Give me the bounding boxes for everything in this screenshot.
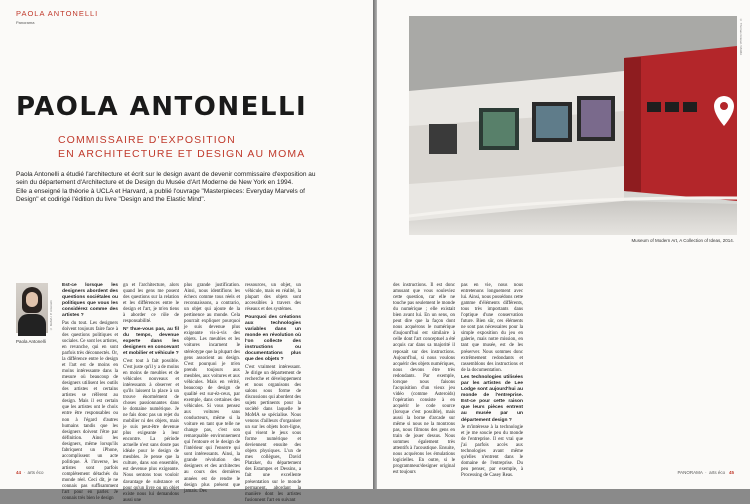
intro-paragraph-1: Paola Antonelli a étudié l'architecture et écrit sur le design avant de devenir commissaire d'exposition au sein du département d'Architecture et de Design du Musée d'Art Moderne de New York en 1994.	[16, 171, 316, 187]
text-column-6	[461, 283, 523, 479]
subtitle-line-1: COMMISSAIRE D'EXPOSITION	[58, 134, 236, 146]
text-column-5	[393, 283, 455, 476]
question: N° thue-vous pas, au fil du temps, devenue experte dans les designers en concevant et mobilier et véhicule ?	[123, 326, 179, 357]
question: Est-ce lorsque les designers abordent des questions sociétales ou politiques que vous les considérez comme des artistes ?	[62, 283, 118, 319]
left-page	[0, 0, 373, 503]
question: Les technologies utilisées par les artistes de Lee Lodge sont aujourd'hui au monde de l'entreprise. Est-ce pour cette raison que leurs pièces entrent au musée par un département design ?	[461, 375, 523, 423]
intro-text	[16, 171, 316, 204]
left-footer: 44 · arts éco	[16, 470, 44, 475]
question: Pourquoi des créations aux technologies variables dans un monde en révolution où l'on collecte des instructions ou documentations plus que des objets ?	[245, 314, 301, 363]
answer: plus grande justification. Ainsi, nous identifions les échecs comme tous réels et reconnaissons, a contrario, un objet qui ajoute de la pertinence au monde. Cela pourrait expliquer pourquoi je suis devenue plus exigeante vis-à-vis des objets. Les meubles et les voitures incarnent le stéréotype que la plupart des gens associent au design. C'est pourquoi je m'en prends toujours aux meubles, aux voitures et aux véhicules. Mais en vérité, beaucoup de design de qualité est sur-éz-ceux, par exemple, dans certaines des véhicules. Si vous pensez aux voitures sans conducteurs, même si la voiture en tant que telle ne change pas, c'est son remarquable environnement qui l'entoure et le design de l'intérieur qui l'enserre qui sont intéressants. Ainsi, la grande révolution des designers et des architectes au cours des dernières années est de rendre le design plus présent que jamais. Des	[184, 283, 240, 494]
section-subheader: Panorama	[16, 20, 35, 25]
page-number: 44	[16, 470, 22, 475]
text-column-2	[123, 283, 179, 503]
answer: Je m'intéresse à la technologie et je me soucie peu du monde de l'entreprise. Il est vrai que j'ai parfois accès aux technologies avant même qu'elles n'entrent dans le domaine de l'entreprise. Du peu penser, par exemple, à Processing de Casey Reas.	[461, 425, 523, 479]
text-column-3	[184, 283, 240, 494]
portrait-credit: © MoMA / P. Antonelli	[49, 300, 53, 331]
section-header: PAOLA ANTONELLI	[16, 9, 99, 18]
answer: ressources, un objet, un véhicule, mais en réalité, la plupart des objets sont accessibles à travers des réseaux et des systèmes.	[245, 283, 301, 313]
intro-paragraph-2: Elle a enseigné la théorie à UCLA et Harvard, a publié l'ouvrage "Masterpieces: Everyday Marvels of Design" et codirigé l'édition du livre "Design and the Elastic Mind".	[16, 187, 305, 203]
photo-credit: © Thomas Griesel / MoMA	[739, 18, 743, 56]
answer: C'est vraiment intéressant. Je dirige un département de recherche et développement et nous organisons des salons sous forme de discussions qui abordent des sujets pertinents pour la société dans laquelle le MoMA se spécialise. Nous venons d'ailleurs d'organiser un sur les objets hors-ligne, qui visent le jeux sous forme numérique et deviennent ensuite des objets physiques. L'un de mes collègues, David Platzker, du département des Estampes et Dessins, a fait une excellente présentation sur le monde permanent, abordant la manière dont les artistes fusionnent l'art en suivant	[245, 364, 301, 503]
right-page	[377, 0, 750, 489]
gallery-photo	[409, 16, 737, 235]
article-title: PAOLA ANTONELLI	[16, 92, 308, 122]
photo-caption: Museum of Modern Art, A Collection of Ideas, 2014.	[631, 238, 734, 243]
text-column-1	[62, 283, 118, 502]
magazine-name: arts éco	[709, 470, 726, 475]
page-number: 45	[728, 470, 734, 475]
magazine-section: PANORAMA	[677, 470, 703, 475]
answer: des instructions. Il est donc amusant que vous souleviez cette question, car elle ne touche pas seulement le monde du numérique ; elle existait bien avant lui. En un sens, on peut dire que la façon dont nous acquérons le numérique d'aujourd'hui est similaire à celle dont l'art conceptuel a été acquis car dans sa majorité il reposait sur des instructions. Aujourd'hui, si nous voulons acquérir des objets numériques, nous devons être très redondants. Par exemple, lorsque nous faisons l'acquisition d'un vieux jeu vidéo (comme Asteroids) l'opération consiste à en acquérir le code source (lorsque c'est possible), mais aussi la borne d'arcade sur même si nous ne la montrons pas, nous filmons des gens en train de jouer dessus. Nous sommes également très attentifs à l'acoustique. Ensuite, nous acquérons les émulations logicielles. En outre, si le programmeur/designer original est toujours	[393, 283, 455, 476]
text-column-4	[245, 283, 301, 503]
portrait-caption: Paola Antonelli	[16, 339, 46, 344]
answer: C'est tout à fait possible. C'est juste qu'il y a de moins en moins de meubles et de véhicules nouveaux et intéressants à observer et qu'ils laissent la place à un trouve énormément de choses passionnantes dans le domaine numérique. Je ne fais donc pas un rejet du mobilier ni des objets, mais je suis peut-être devenue plus exigeante à leur encontre. La période actuelle n'est sans doute pas idéale pour le design de meubles. Je pense que la culture, dans son ensemble, est devenue plus exigeante. Nous sentons tous vouloir davantage de substance et pour qu'un livre ou un objet existe nous lui demandons aussi une	[123, 358, 179, 503]
portrait-photo	[16, 283, 48, 333]
right-footer: PANORAMA · arts éco 45	[677, 470, 734, 475]
answer: Pas du tout. Les designers doivent toujours faire face à des questions politiques et sociales. Ce sont les artistes, en revanche, qui en sont parfois très déconnectés. Or, la différence entre le design et l'art est de moins en moins intéressante dans la mesure où beaucoup de designers utilisent les outils des artistes et certains artistes se réfèrent au design. Mais il est certain que les artistes ont le choix entre être responsables ou non à l'égard d'autres humains tandis que les designers doivent l'être par définition. Ainsi les designers, même lorsqu'ils fabriquent un iPhone, accomplissent un acte politique. À l'inverse, les artistes sont parfois complètement détachés du monde réel. Ceci dit, je ne connais pas suffisamment l'art pour en parler. Je connais très bien le design	[62, 320, 118, 502]
answer: gn et l'architecture, alors quand les gens me posent des questions sur la relation et les différences entre le design et l'art, je m'en tiens à aborder ce rôle de responsabilité.	[123, 283, 179, 325]
magazine-name: arts éco	[27, 470, 44, 475]
subtitle-line-2: EN ARCHITECTURE ET DESIGN AU MOMA	[58, 148, 306, 160]
answer: pas en vie, nous nous entretenons longuement avec lui. Ainsi, nous possédons cette gamme d'éléments différents, tous très importants dans l'optique d'une conservation future. Bien sûr, ces éléments ne sont pas nécessaires pour la simple exposition du jeu en galerie, mais notre mission, en tant que musée, est de les préserver. Nous sommes donc extrêmement redondants et rassemblons des instructions et de la documentation.	[461, 283, 523, 373]
